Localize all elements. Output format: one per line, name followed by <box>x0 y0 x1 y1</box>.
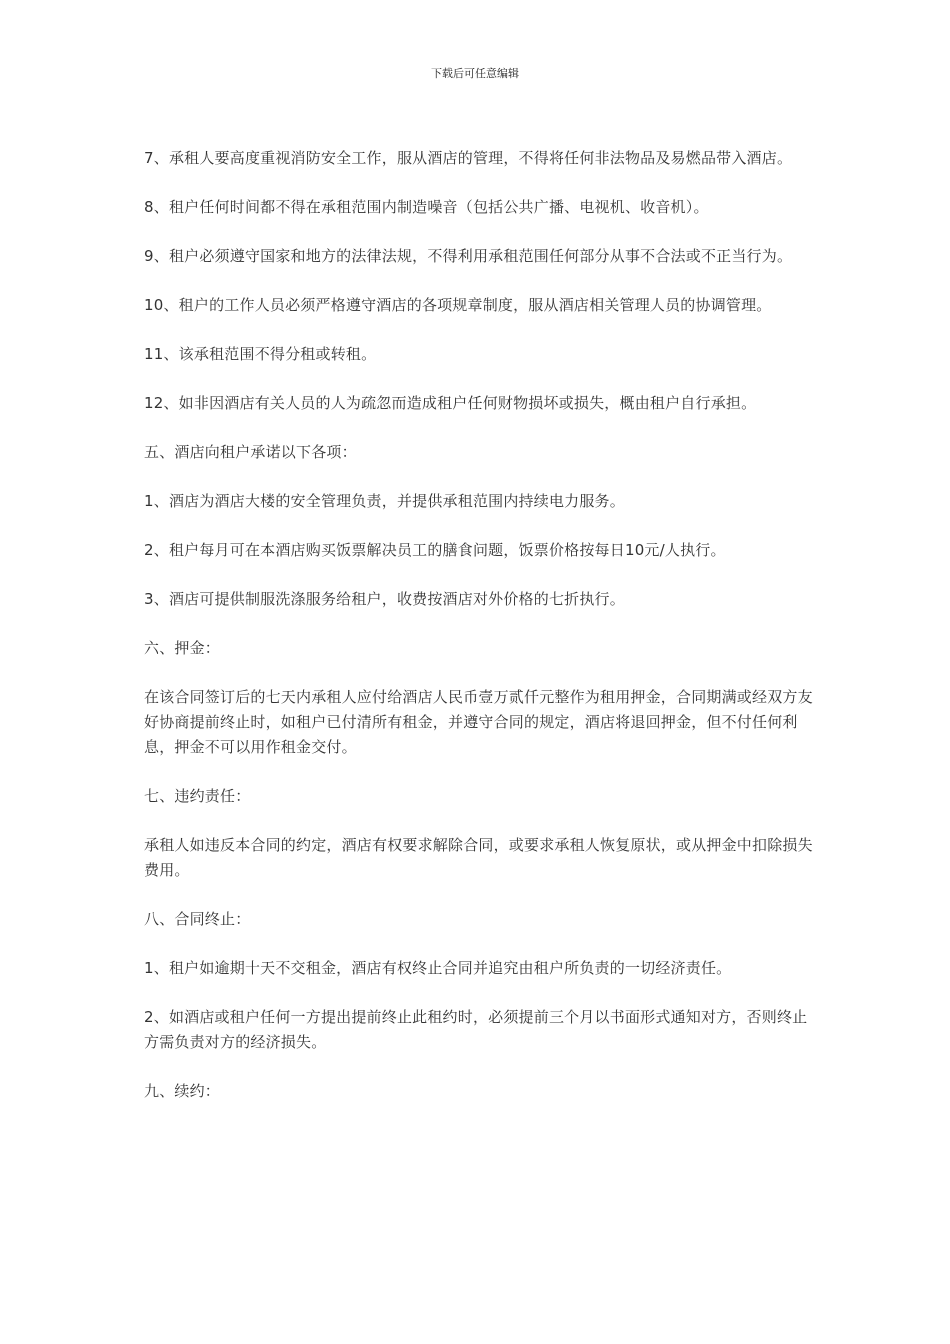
clause-12: 12、如非因酒店有关人员的人为疏忽而造成租户任何财物损坏或损失，概由租户自行承担。 <box>144 394 757 412</box>
section-heading-5: 五、酒店向租户承诺以下各项： <box>144 443 357 461</box>
section-5-item-2: 2、租户每月可在本酒店购买饭票解决员工的膳食问题，饭票价格按每日10元/人执行。 <box>144 541 726 559</box>
document-body <box>144 146 816 1128</box>
section-heading-9: 九、续约： <box>144 1082 221 1100</box>
clause-7: 7、承租人要高度重视消防安全工作，服从酒店的管理，不得将任何非法物品及易燃品带入酒店。 <box>144 149 793 167</box>
section-5-item-3: 3、酒店可提供制服洗涤服务给租户，收费按酒店对外价格的七折执行。 <box>144 590 625 608</box>
page-header: 下载后可任意编辑 <box>431 67 519 80</box>
clause-11: 11、该承租范围不得分租或转租。 <box>144 345 377 363</box>
clause-10: 10、租户的工作人员必须严格遵守酒店的各项规章制度，服从酒店相关管理人员的协调管理。 <box>144 296 772 314</box>
section-heading-8: 八、合同终止： <box>144 910 251 928</box>
section-5-item-1: 1、酒店为酒店大楼的安全管理负责，并提供承租范围内持续电力服务。 <box>144 492 625 510</box>
deposit-paragraph: 在该合同签订后的七天内承租人应付给酒店人民币壹万贰仟元整作为租用押金，合同期满或经双方友好协商提前终止时，如租户已付清所有租金，并遵守合同的规定，酒店将退回押金，但不付任何利息，押金不可以用作租金交付。 <box>144 688 813 756</box>
termination-item-1: 1、租户如逾期十天不交租金，酒店有权终止合同并追究由租户所负责的一切经济责任。 <box>144 959 732 977</box>
termination-item-2: 2、如酒店或租户任何一方提出提前终止此租约时，必须提前三个月以书面形式通知对方，否则终止方需负责对方的经济损失。 <box>144 1008 808 1051</box>
clause-8: 8、租户任何时间都不得在承租范围内制造噪音（包括公共广播、电视机、收音机）。 <box>144 198 709 216</box>
clause-9: 9、租户必须遵守国家和地方的法律法规，不得利用承租范围任何部分从事不合法或不正当行为。 <box>144 247 793 265</box>
section-heading-7: 七、违约责任： <box>144 787 251 805</box>
breach-paragraph: 承租人如违反本合同的约定，酒店有权要求解除合同，或要求承租人恢复原状，或从押金中扣除损失费用。 <box>144 836 813 879</box>
section-heading-6: 六、押金： <box>144 639 221 657</box>
